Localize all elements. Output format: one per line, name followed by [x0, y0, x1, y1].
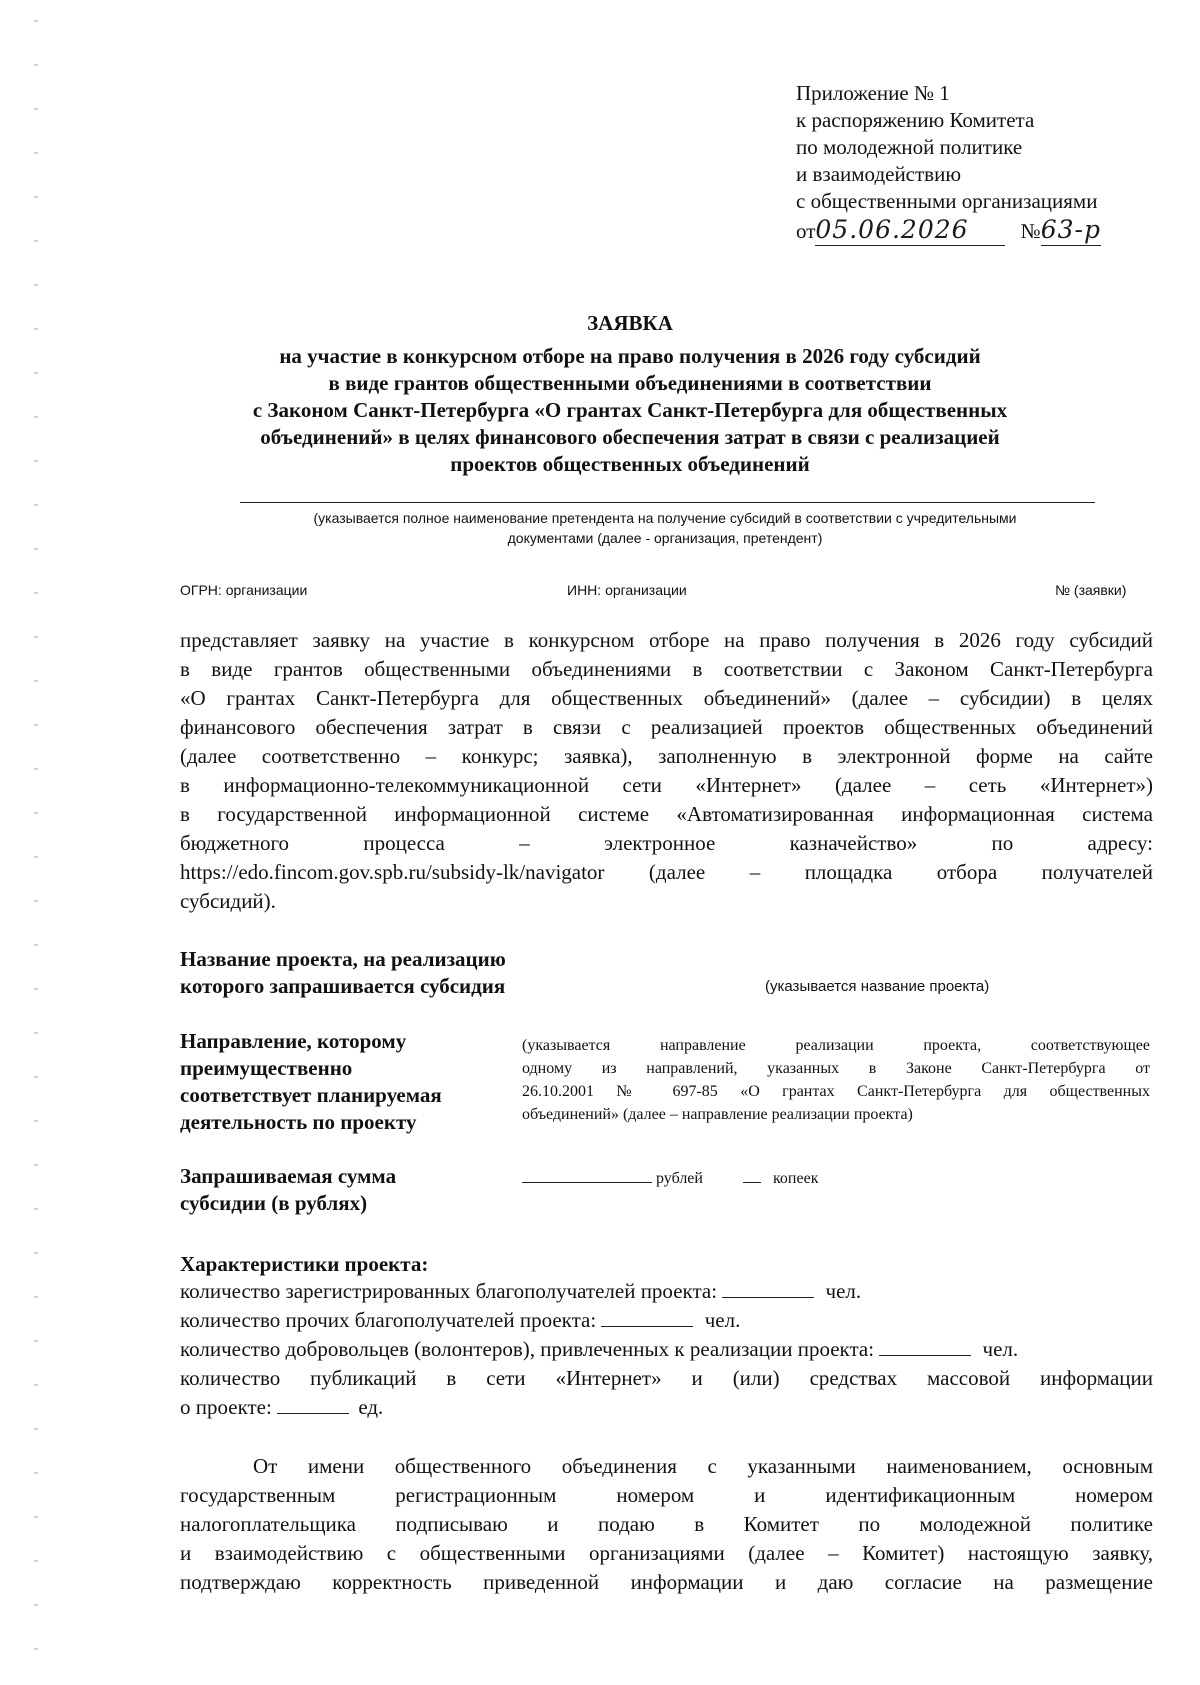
direction-hint-4: объединений» (далее – направление реализации проекта) — [522, 1106, 913, 1123]
title-line-4: объединений» в целях финансового обеспечения затрат в связи с реализацией — [260, 425, 1000, 449]
applicant-name-line — [240, 502, 1095, 503]
from-label: от — [796, 219, 816, 243]
amount-field — [522, 1164, 818, 1188]
kopecks-unit: копеек — [772, 1170, 819, 1187]
title-line-1: на участие в конкурсном отборе на право получения в 2026 году субсидий — [279, 344, 981, 368]
number-label: № — [1020, 219, 1041, 243]
characteristics-heading: Характеристики проекта: — [180, 1252, 429, 1276]
body-line-6: в информационно-телекоммуникационной сети «Интернет» (далее – сеть «Интернет») — [180, 773, 1153, 797]
direction-hint-3: 26.10.2001 № 697-85 «О грантах Санкт-Петербурга для общественных — [522, 1083, 1150, 1100]
title-line-3: с Законом Санкт-Петербурга «О грантах Санкт-Петербурга для общественных — [252, 398, 1008, 422]
direction-label-2: преимущественно — [180, 1056, 353, 1080]
project-name-hint: (указывается название проекта) — [765, 978, 990, 995]
body-line-1: представляет заявку на участие в конкурсном отборе на право получения в 2026 году субсидий — [180, 628, 1153, 652]
declaration-line-2: государственным регистрационным номером и идентификационным номером — [180, 1483, 1153, 1507]
volunteers-row — [180, 1335, 1018, 1364]
applicant-note-1: (указывается полное наименование претендента на получение субсидий в соответствии с учредительными — [313, 510, 1017, 526]
scan-margin-marks — [34, 0, 38, 1685]
appendix-line-3: по молодежной политике — [796, 135, 1023, 159]
publications-unit: ед. — [358, 1395, 384, 1419]
title-line-2: в виде грантов общественными объединениями в соответствии — [328, 371, 932, 395]
appendix-line-4: и взаимодействию — [796, 162, 962, 186]
publications-row — [180, 1393, 383, 1422]
reg-beneficiaries-blank — [722, 1279, 814, 1298]
appendix-line-2: к распоряжению Комитета — [796, 108, 1035, 132]
direction-label-4: деятельность по проекту — [180, 1110, 417, 1134]
body-line-5: (далее соответственно – конкурс; заявка), заполненную в электронной форме на сайте — [180, 744, 1153, 768]
declaration-line-4: и взаимодействию с общественными организациями (далее – Комитет) настоящую заявку, — [180, 1541, 1153, 1565]
volunteers-label: количество добровольцев (волонтеров), привлеченных к реализации проекта: — [180, 1337, 875, 1361]
body-line-10: субсидий). — [180, 889, 276, 913]
body-line-8: бюджетного процесса – электронное казначейство» по адресу: — [180, 831, 1153, 855]
kopecks-blank — [743, 1164, 761, 1183]
publications-label: о проекте: — [180, 1395, 272, 1419]
rubles-unit: рублей — [656, 1170, 703, 1187]
volunteers-blank — [879, 1337, 971, 1356]
declaration-line-1: От имени общественного объединения с указанными наименованием, основным — [253, 1454, 1153, 1478]
appendix-line-5: с общественными организациями — [796, 189, 1098, 213]
other-beneficiaries-unit: чел. — [704, 1308, 741, 1332]
amount-label-1: Запрашиваемая сумма — [180, 1164, 397, 1188]
reg-beneficiaries-unit: чел. — [825, 1279, 862, 1303]
publications-blank — [277, 1395, 349, 1414]
declaration-line-5: подтверждаю корректность приведенной информации и даю согласие на размещение — [180, 1570, 1153, 1594]
body-line-7: в государственной информационной системе «Автоматизированная информационная система — [180, 802, 1153, 826]
other-beneficiaries-blank — [601, 1308, 693, 1327]
other-beneficiaries-row — [180, 1306, 740, 1335]
reg-beneficiaries-row — [180, 1277, 861, 1306]
direction-hint-1: (указывается направление реализации проекта, соответствующее — [522, 1037, 1150, 1054]
amount-label-2: субсидии (в рублях) — [180, 1191, 368, 1215]
rubles-blank — [522, 1164, 652, 1183]
handwritten-date: 05.06.2026 — [815, 215, 969, 244]
project-name-label-1: Название проекта, на реализацию — [180, 947, 506, 971]
body-line-2: в виде грантов общественными объединениями в соответствии с Законом Санкт-Петербурга — [180, 657, 1153, 681]
body-line-4: финансового обеспечения затрат в связи с реализацией проектов общественных объединений — [180, 715, 1153, 739]
title-line-5: проектов общественных объединений — [450, 452, 810, 476]
direction-hint-2: одному из направлений, указанных в Законе Санкт-Петербурга от — [522, 1060, 1150, 1077]
body-line-3: «О грантах Санкт-Петербурга для общественных объединений» (далее – субсидии) в целях — [180, 686, 1153, 710]
applicant-note-2: документами (далее - организация, претендент) — [507, 530, 823, 546]
appendix-number: Приложение № 1 — [796, 81, 950, 105]
declaration-line-3: налогоплательщика подписываю и подаю в Комитет по молодежной политике — [180, 1512, 1153, 1536]
other-beneficiaries-label: количество прочих благополучателей проекта: — [180, 1308, 597, 1332]
decree-date-line — [796, 216, 1101, 250]
document-title: ЗАЯВКА — [587, 311, 673, 335]
inn-field: ИНН: организации — [567, 582, 687, 598]
volunteers-unit: чел. — [982, 1337, 1019, 1361]
direction-label-1: Направление, которому — [180, 1029, 407, 1053]
ogrn-field: ОГРН: организации — [180, 582, 308, 598]
handwritten-number: 63-р — [1040, 215, 1101, 244]
body-line-9: https://edo.fincom.gov.spb.ru/subsidy-lk/navigator (далее – площадка отбора получателей — [180, 860, 1153, 884]
reg-beneficiaries-label: количество зарегистрированных благополучателей проекта: — [180, 1279, 718, 1303]
project-name-label-2: которого запрашивается субсидия — [180, 974, 506, 998]
direction-label-3: соответствует планируемая — [180, 1083, 442, 1107]
publications-line-1: количество публикаций в сети «Интернет» и (или) средствах массовой информации — [180, 1366, 1153, 1390]
application-number-field: № (заявки) — [1055, 582, 1127, 598]
